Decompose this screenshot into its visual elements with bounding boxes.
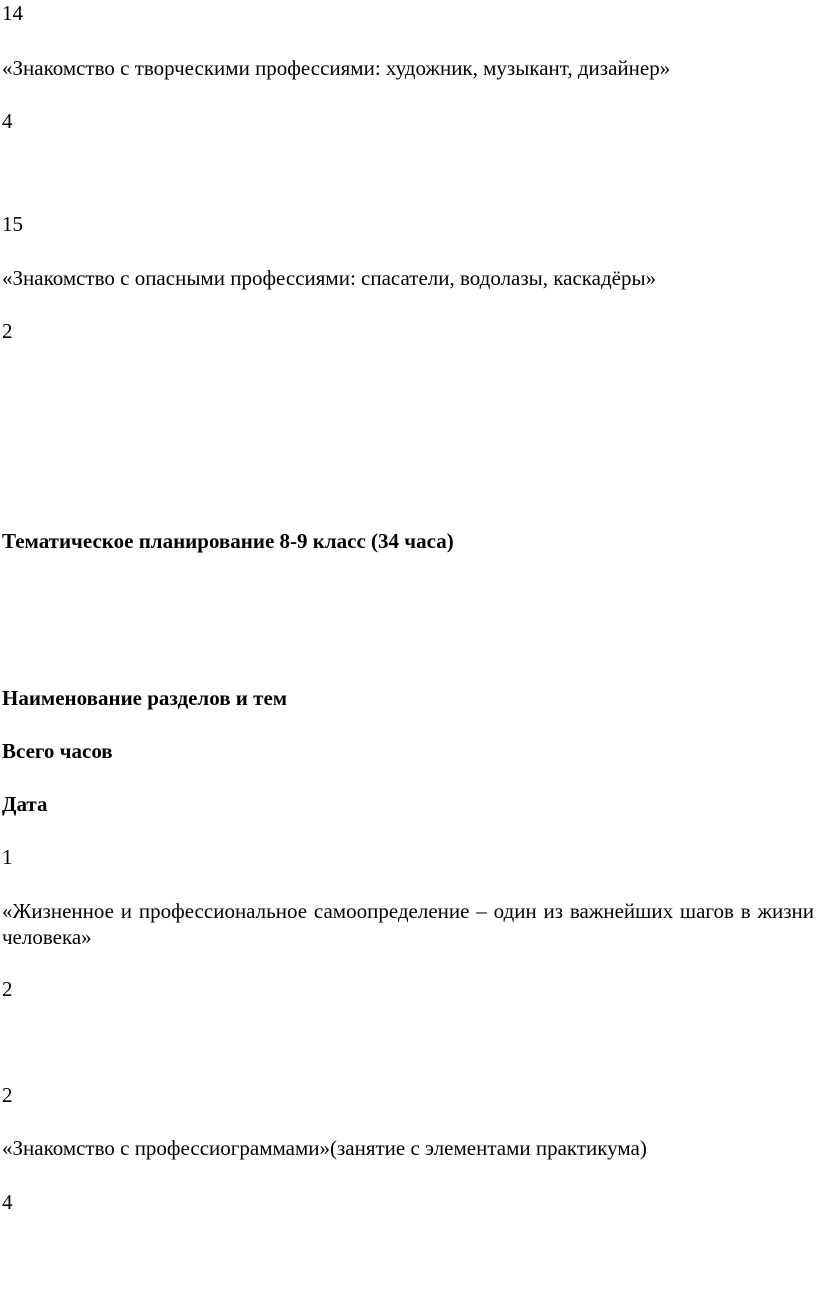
header-hours: Всего часов bbox=[2, 739, 113, 763]
row-topic: «Знакомство с творческими профессиями: художник, музыкант, дизайнер» bbox=[2, 56, 671, 80]
row-hours: 4 bbox=[2, 109, 13, 133]
row-number: 15 bbox=[2, 212, 23, 236]
row-number: 2 bbox=[2, 1083, 13, 1107]
row-number: 1 bbox=[2, 845, 13, 869]
header-name: Наименование разделов и тем bbox=[2, 686, 288, 710]
row-number: 14 bbox=[2, 1, 23, 25]
section-title: Тематическое планирование 8-9 класс (34 часа) bbox=[2, 529, 454, 553]
row-topic: «Жизненное и профессиональное самоопределение – один из важнейших шагов в жизни человека» bbox=[2, 899, 814, 949]
row-topic: «Знакомство с профессиограммами»(занятие с элементами практикума) bbox=[2, 1136, 647, 1160]
header-date: Дата bbox=[2, 792, 48, 816]
row-hours: 2 bbox=[2, 319, 13, 343]
row-topic: «Знакомство с опасными профессиями: спасатели, водолазы, каскадёры» bbox=[2, 266, 657, 290]
row-hours: 4 bbox=[2, 1190, 13, 1214]
row-hours: 2 bbox=[2, 977, 13, 1001]
